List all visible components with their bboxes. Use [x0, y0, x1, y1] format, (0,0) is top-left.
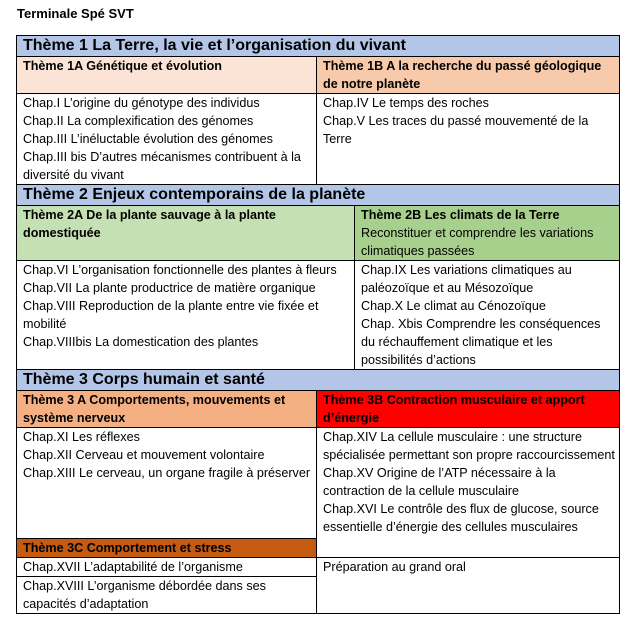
chapter-item: Chap.XI Les réflexes	[23, 430, 140, 444]
theme-2-title: Thème 2 Enjeux contemporains de la planète	[17, 185, 620, 206]
theme-1-subtheme-row	[17, 57, 620, 94]
chapter-item: Chap.I L’origine du génotype des individus	[23, 96, 260, 110]
theme-2b-header	[355, 206, 620, 261]
theme-3-title: Thème 3 Corps humain et santé	[17, 370, 620, 391]
theme-1b-title: Thème 1B A la recherche du passé géologique de notre planète	[317, 57, 620, 94]
chapter-item: Chap.XV Origine de l’ATP nécessaire à la contraction de la cellule musculaire	[323, 466, 556, 498]
theme-2b-chapters	[355, 261, 620, 370]
theme-3c-chapter-row-1	[17, 558, 620, 577]
chapter-item: Chap.IV Le temps des roches	[323, 96, 489, 110]
theme-3-chapters-row	[17, 428, 620, 539]
chapter-item: Chap.III bis D’autres mécanismes contribuent à la diversité du vivant	[23, 150, 301, 182]
chapter-item: Chap.IX Les variations climatiques au paléozoïque et au Mésozoïque	[361, 263, 572, 295]
theme-3c-chapter-2: Chap.XVIII L’organisme débordée dans ses capacités d’adaptation	[17, 577, 317, 614]
theme-3c-title: Thème 3C Comportement et stress	[17, 539, 317, 558]
theme-2-row	[17, 185, 620, 206]
document-title: Terminale Spé SVT	[17, 6, 134, 21]
theme-1-row	[17, 36, 620, 57]
chapter-item: Chap.XIV La cellule musculaire : une structure spécialisée permettant son propre raccourcissement	[323, 430, 615, 462]
theme-2b-title: Thème 2B Les climats de la Terre	[361, 208, 560, 222]
chapter-item: Chap.III L’inéluctable évolution des génomes	[23, 132, 273, 146]
theme-1a-title: Thème 1A Génétique et évolution	[17, 57, 317, 94]
theme-3a-title: Thème 3 A Comportements, mouvements et système nerveux	[17, 391, 317, 428]
theme-3-row	[17, 370, 620, 391]
chapter-item: Chap.V Les traces du passé mouvementé de la Terre	[323, 114, 589, 146]
theme-1-chapters-row	[17, 94, 620, 185]
grand-oral-cell: Préparation au grand oral	[317, 558, 620, 614]
chapter-item: Chap.VI L’organisation fonctionnelle des plantes à fleurs	[23, 263, 337, 277]
chapter-item: Chap.X Le climat au Cénozoïque	[361, 299, 546, 313]
theme-3b-title: Thème 3B Contraction musculaire et apport d’énergie	[317, 391, 620, 428]
theme-3b-chapters	[317, 428, 620, 558]
chapter-item: Chap.VIII Reproduction de la plante entre vie fixée et mobilité	[23, 299, 319, 331]
chapter-item: Chap.XII Cerveau et mouvement volontaire	[23, 448, 265, 462]
chapter-item: Chap.VII La plante productrice de matière organique	[23, 281, 316, 295]
syllabus-table	[16, 35, 620, 614]
chapter-item: Chap.II La complexification des génomes	[23, 114, 254, 128]
theme-2a-chapters	[17, 261, 355, 370]
theme-2a-title: Thème 2A De la plante sauvage à la plante domestiquée	[17, 206, 355, 261]
theme-2b-subtitle: Reconstituer et comprendre les variations climatiques passées	[361, 226, 594, 258]
theme-3a-chapters	[17, 428, 317, 539]
chapter-item: Chap. Xbis Comprendre les conséquences du réchauffement climatique et les possibilités d’actions	[361, 317, 601, 367]
theme-1a-chapters	[17, 94, 317, 185]
theme-2-subtheme-row	[17, 206, 620, 261]
theme-1b-chapters	[317, 94, 620, 185]
theme-3-subtheme-row	[17, 391, 620, 428]
theme-1-title: Thème 1 La Terre, la vie et l’organisation du vivant	[17, 36, 620, 57]
theme-2-chapters-row	[17, 261, 620, 370]
chapter-item: Chap.XIII Le cerveau, un organe fragile à préserver	[23, 466, 311, 480]
chapter-item: Chap.VIIIbis La domestication des plantes	[23, 335, 259, 349]
theme-3c-chapter-1: Chap.XVII L’adaptabilité de l’organisme	[17, 558, 317, 577]
chapter-item: Chap.XVI Le contrôle des flux de glucose, source essentielle d’énergie des cellules musculaires	[323, 502, 599, 534]
